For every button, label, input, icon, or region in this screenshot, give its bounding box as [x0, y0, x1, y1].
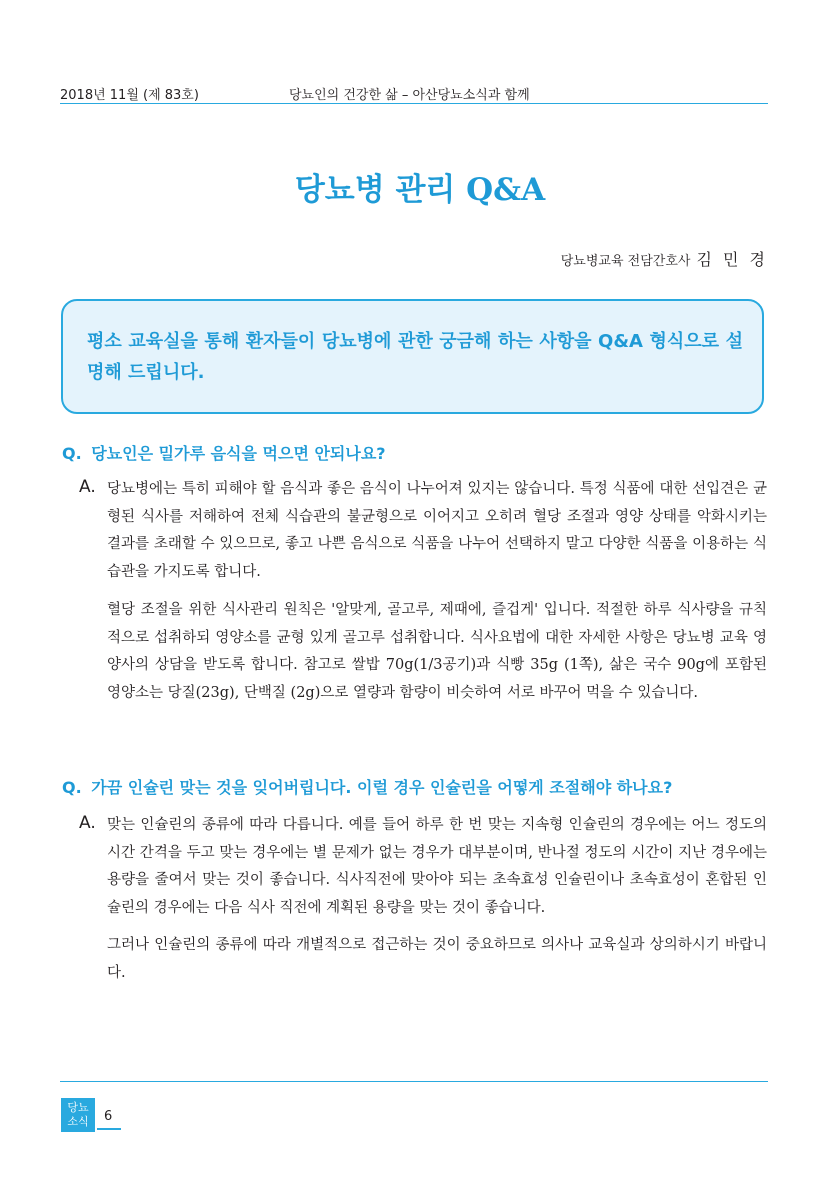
- question-1: [62, 441, 772, 464]
- author-name: 김 민 경: [696, 250, 768, 269]
- series-title: 당뇨인의 건강한 삶 – 아산당뇨소식과 함께: [289, 88, 530, 103]
- badge-line-1: 당뇨: [67, 1101, 89, 1114]
- answer-2-paragraph-1: 맞는 인슐린의 종류에 따라 다릅니다. 예를 들어 하루 한 번 맞는 지속형 인슐린의 경우에는 어느 정도의 시간 간격을 두고 맞는 경우에는 별 문제가 없는 경우가 대부분이며, 반나절 정도의 시간이 지난 경우에는 용량을 줄여서 맞는 것이 좋습니다. 식사직전에 맞아야 되는 초속효성 인슐린이나 초속효성이 혼합된 인슐린의 경우에는 다음 식사 직전에 계획된 용량을 맞는 것이 좋습니다.: [107, 817, 767, 916]
- intro-text: 평소 교육실을 통해 환자들이 당뇨병에 관한 궁금해 하는 사항을 Q&A 형식으로 설명해 드립니다.: [87, 331, 743, 383]
- badge-line-2: 소식: [67, 1115, 89, 1128]
- question-marker: Q.: [62, 444, 82, 463]
- page-number: 6: [104, 1109, 113, 1124]
- question-text: 가끔 인슐린 맞는 것을 잊어버립니다. 이럴 경우 인슐린을 어떻게 조절해야 하나요?: [91, 778, 673, 797]
- answer-marker: A.: [79, 477, 96, 497]
- page-number-underline: [97, 1128, 121, 1130]
- author-byline: [561, 247, 768, 270]
- page-title: 당뇨병 관리 Q&A: [294, 172, 546, 208]
- question-marker: Q.: [62, 778, 82, 797]
- question-2: [62, 775, 772, 798]
- answer-1-paragraph-2: 혈당 조절을 위한 식사관리 원칙은 '알맞게, 골고루, 제때에, 즐겁게' 입니다. 적절한 하루 식사량을 규칙적으로 섭취하되 영양소를 균형 있게 골고루 섭취합니다. 식사요법에 대한 자세한 사항은 당뇨병 교육 영양사의 상담을 받도록 합니다. 참고로 쌀밥 70g(1/3공기)과 식빵 35g (1쪽), 삶은 국수 90g에 포함된 영양소는 당질(23g), 단백질 (2g)으로 열량과 함량이 비슷하여 서로 바꾸어 먹을 수 있습니다.: [107, 602, 767, 701]
- intro-box: [61, 299, 764, 414]
- answer-marker: A.: [79, 813, 96, 833]
- page-header: [60, 84, 768, 104]
- answer-2-paragraph-2: 그러나 인슐린의 종류에 따라 개별적으로 접근하는 것이 중요하므로 의사나 교육실과 상의하시기 바랍니다.: [107, 937, 767, 981]
- newsletter-badge: [61, 1098, 95, 1132]
- question-text: 당뇨인은 밀가루 음식을 먹으면 안되나요?: [91, 444, 386, 463]
- footer-divider: [60, 1081, 768, 1082]
- issue-label: 2018년 11월 (제 83호): [60, 88, 199, 103]
- author-role: 당뇨병교육 전담간호사: [560, 254, 691, 269]
- answer-1-paragraph-1: 당뇨병에는 특히 피해야 할 음식과 좋은 음식이 나누어져 있지는 않습니다. 특정 식품에 대한 선입견은 균형된 식사를 저해하여 전체 식습관의 불균형으로 이어지고 오히려 혈당 조절과 영양 상태를 악화시키는 결과를 초래할 수 있으므로, 좋고 나쁜 음식으로 식품을 나누어 선택하지 말고 다양한 식품을 이용하는 식습관을 가지도록 합니다.: [107, 481, 767, 580]
- header-divider: [60, 103, 768, 104]
